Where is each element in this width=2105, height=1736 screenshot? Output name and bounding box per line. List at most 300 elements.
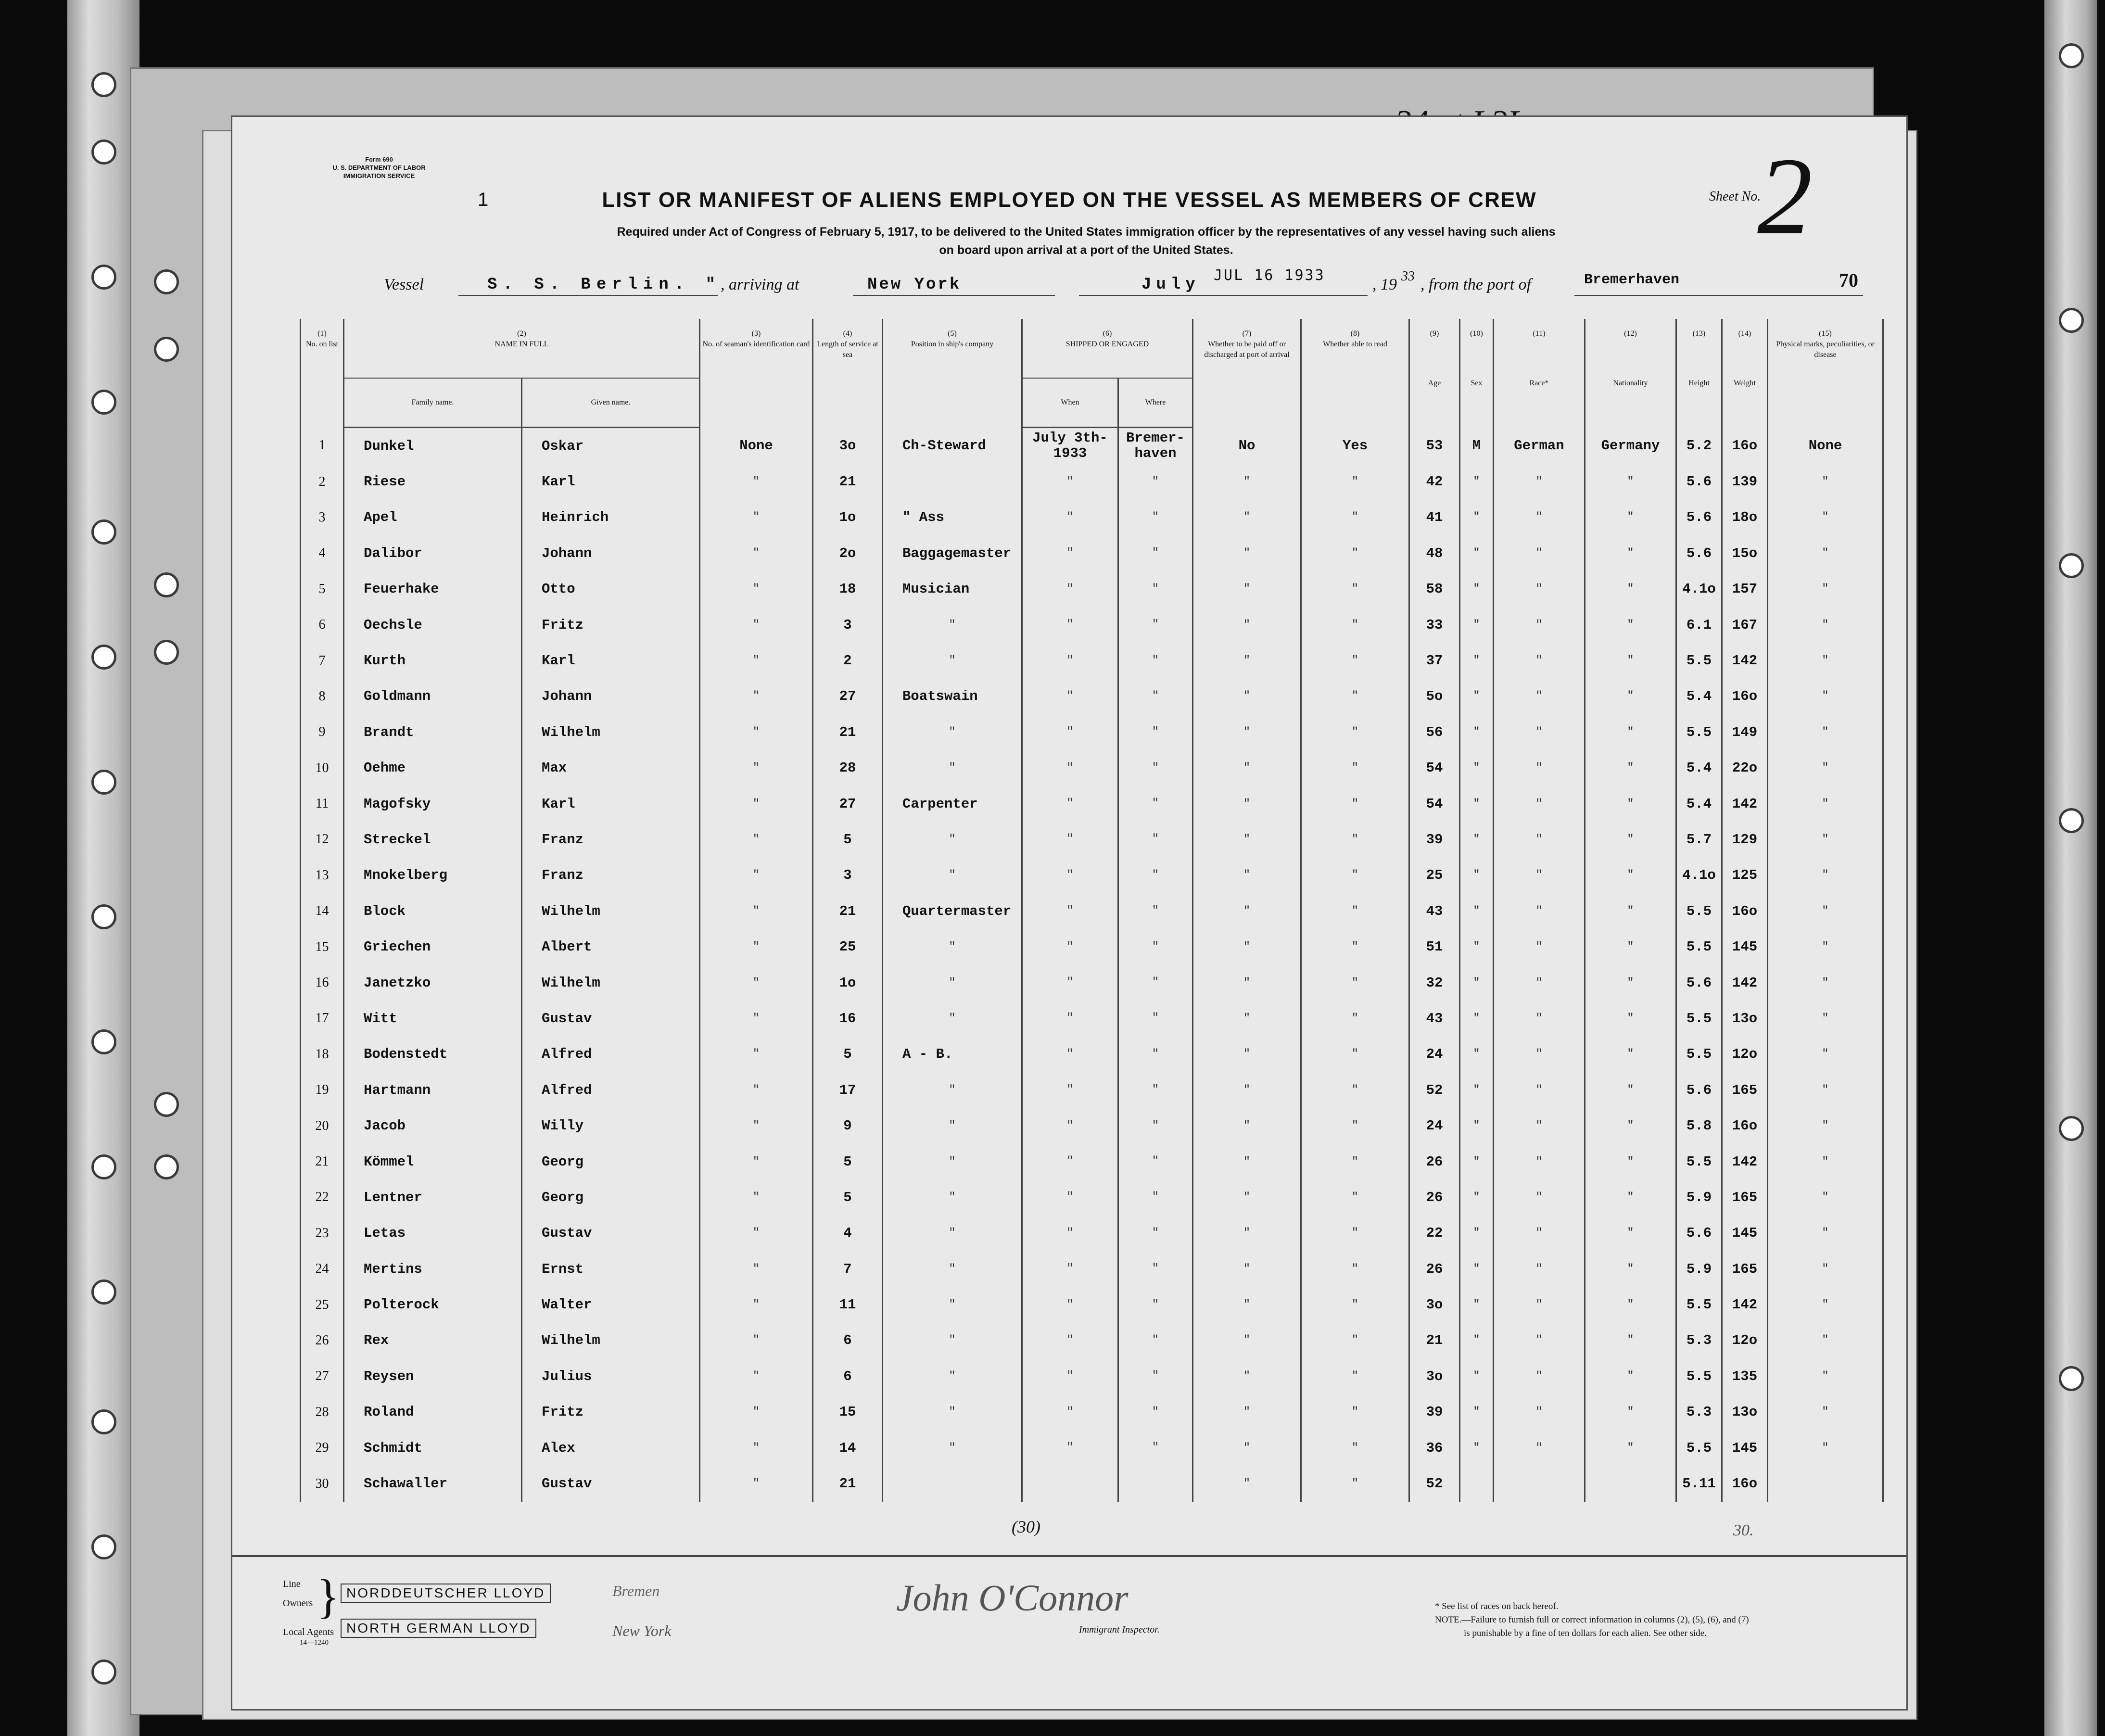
- nationality-cell: ": [1585, 714, 1676, 750]
- able-to-read-cell: ": [1301, 1144, 1409, 1179]
- physical-marks-cell: ": [1768, 1037, 1883, 1072]
- table-row: [301, 1323, 1883, 1358]
- age-cell: 56: [1409, 714, 1460, 750]
- table-row: [301, 1216, 1883, 1251]
- able-to-read-cell: ": [1301, 1072, 1409, 1108]
- seaman-card-cell: ": [700, 1001, 813, 1036]
- header-family-name: Family name.: [344, 378, 522, 428]
- family-name-cell: Oehme: [344, 750, 522, 786]
- able-to-read-cell: ": [1301, 1287, 1409, 1322]
- punch-hole: [91, 265, 116, 290]
- length-of-service-cell: 17: [813, 1072, 883, 1108]
- able-to-read-cell: ": [1301, 643, 1409, 678]
- table-row: [301, 750, 1883, 786]
- shipped-when-cell: ": [1022, 858, 1118, 893]
- given-name-cell: Max: [522, 750, 700, 786]
- nationality-cell: ": [1585, 858, 1676, 893]
- nationality-cell: ": [1585, 1179, 1676, 1215]
- physical-marks-cell: ": [1768, 571, 1883, 607]
- weight-cell: 12o: [1722, 1037, 1768, 1072]
- column-number: (10): [1460, 319, 1494, 339]
- header-weight: Weight: [1722, 339, 1768, 428]
- weight-cell: 16o: [1722, 428, 1768, 464]
- height-cell: 5.3: [1676, 1323, 1722, 1358]
- able-to-read-cell: ": [1301, 1394, 1409, 1430]
- paid-off-cell: ": [1193, 1430, 1301, 1466]
- able-to-read-cell: ": [1301, 822, 1409, 857]
- punch-hole: [2059, 808, 2084, 833]
- shipped-when-cell: ": [1022, 607, 1118, 643]
- given-name-cell: Willy: [522, 1108, 700, 1143]
- header-no-on-list: No. on list: [301, 339, 344, 428]
- nationality-cell: ": [1585, 1037, 1676, 1072]
- table-row: [301, 893, 1883, 929]
- sex-cell: ": [1460, 643, 1494, 678]
- column-number-row: [301, 319, 1883, 339]
- able-to-read-cell: ": [1301, 1216, 1409, 1251]
- row-number-cell: 9: [301, 714, 344, 750]
- sex-cell: ": [1460, 1287, 1494, 1322]
- physical-marks-cell: ": [1768, 1323, 1883, 1358]
- length-of-service-cell: 27: [813, 786, 883, 822]
- table-row: [301, 607, 1883, 643]
- race-cell: ": [1494, 1216, 1585, 1251]
- physical-marks-cell: ": [1768, 500, 1883, 535]
- header-position: Position in ship's company: [883, 339, 1022, 428]
- shipped-where-cell: ": [1118, 1394, 1193, 1430]
- paid-off-cell: ": [1193, 1358, 1301, 1394]
- length-of-service-cell: 3: [813, 607, 883, 643]
- race-cell: ": [1494, 607, 1585, 643]
- column-number: (1): [301, 319, 344, 339]
- shipped-where-cell: ": [1118, 1358, 1193, 1394]
- row-number-cell: 15: [301, 929, 344, 964]
- physical-marks-cell: ": [1768, 1430, 1883, 1466]
- given-name-cell: Wilhelm: [522, 714, 700, 750]
- length-of-service-cell: 3: [813, 858, 883, 893]
- height-cell: 5.6: [1676, 1216, 1722, 1251]
- physical-marks-cell: None: [1768, 428, 1883, 464]
- table-row: [301, 1430, 1883, 1466]
- weight-cell: 142: [1722, 1144, 1768, 1179]
- sex-cell: ": [1460, 786, 1494, 822]
- age-cell: 24: [1409, 1037, 1460, 1072]
- column-number: (14): [1722, 319, 1768, 339]
- age-cell: 41: [1409, 500, 1460, 535]
- shipped-where-cell: ": [1118, 643, 1193, 678]
- form-identification: [300, 155, 458, 180]
- age-cell: 3o: [1409, 1358, 1460, 1394]
- table-row: [301, 500, 1883, 535]
- row-number-cell: 13: [301, 858, 344, 893]
- shipped-when-cell: ": [1022, 1287, 1118, 1322]
- shipped-where-cell: ": [1118, 571, 1193, 607]
- nationality-cell: ": [1585, 571, 1676, 607]
- shipped-when-cell: ": [1022, 786, 1118, 822]
- race-cell: ": [1494, 929, 1585, 964]
- punch-hole: [91, 1154, 116, 1179]
- shipped-when-cell: ": [1022, 571, 1118, 607]
- physical-marks-cell: ": [1768, 1179, 1883, 1215]
- shipped-where-cell: ": [1118, 822, 1193, 857]
- weight-cell: 142: [1722, 965, 1768, 1001]
- nationality-cell: ": [1585, 1358, 1676, 1394]
- sheet-number: 2: [1757, 135, 1813, 257]
- nationality-cell: ": [1585, 1394, 1676, 1430]
- subtitle-line-2: on board upon arrival at a port of the United States.: [939, 243, 1233, 257]
- age-cell: 58: [1409, 571, 1460, 607]
- row-number-cell: 16: [301, 965, 344, 1001]
- arriving-label: , arriving at: [721, 276, 799, 293]
- height-cell: 5.5: [1676, 1001, 1722, 1036]
- shipped-when-cell: ": [1022, 464, 1118, 499]
- nationality-cell: ": [1585, 679, 1676, 714]
- weight-cell: 13o: [1722, 1001, 1768, 1036]
- sex-cell: ": [1460, 1072, 1494, 1108]
- column-number: (12): [1585, 319, 1676, 339]
- weight-cell: 167: [1722, 607, 1768, 643]
- length-of-service-cell: 9: [813, 1108, 883, 1143]
- paid-off-cell: No: [1193, 428, 1301, 464]
- seaman-card-cell: ": [700, 1108, 813, 1143]
- height-cell: 5.11: [1676, 1466, 1722, 1501]
- position-cell: ": [883, 714, 1022, 750]
- weight-cell: 139: [1722, 464, 1768, 499]
- race-cell: ": [1494, 965, 1585, 1001]
- sex-cell: ": [1460, 607, 1494, 643]
- nationality-cell: ": [1585, 1072, 1676, 1108]
- position-cell: [883, 1466, 1022, 1501]
- seaman-card-cell: ": [700, 1251, 813, 1287]
- arriving-port: New York: [867, 276, 962, 294]
- position-cell: " Ass: [883, 500, 1022, 535]
- seaman-card-cell: ": [700, 965, 813, 1001]
- underline: [853, 295, 1055, 296]
- row-number-cell: 3: [301, 500, 344, 535]
- punch-hole: [91, 390, 116, 415]
- race-cell: ": [1494, 750, 1585, 786]
- row-number-cell: 19: [301, 1072, 344, 1108]
- length-of-service-cell: 25: [813, 929, 883, 964]
- owners-brace: }: [317, 1570, 340, 1623]
- weight-cell: 142: [1722, 786, 1768, 822]
- position-cell: ": [883, 1072, 1022, 1108]
- seaman-card-cell: ": [700, 1394, 813, 1430]
- position-cell: ": [883, 1251, 1022, 1287]
- column-number: (13): [1676, 319, 1722, 339]
- able-to-read-cell: ": [1301, 1466, 1409, 1501]
- length-of-service-cell: 3o: [813, 428, 883, 464]
- race-cell: ": [1494, 822, 1585, 857]
- weight-cell: 16o: [1722, 893, 1768, 929]
- height-cell: 5.5: [1676, 1358, 1722, 1394]
- able-to-read-cell: ": [1301, 858, 1409, 893]
- shipped-when-cell: ": [1022, 1323, 1118, 1358]
- year-suffix: 33: [1401, 269, 1415, 284]
- row-number-cell: 14: [301, 893, 344, 929]
- nationality-cell: ": [1585, 535, 1676, 571]
- family-name-cell: Mnokelberg: [344, 858, 522, 893]
- physical-marks-cell: ": [1768, 1358, 1883, 1394]
- underline: [458, 295, 718, 296]
- column-number: (5): [883, 319, 1022, 339]
- able-to-read-cell: ": [1301, 714, 1409, 750]
- row-number-cell: 30: [301, 1466, 344, 1501]
- family-name-cell: Rex: [344, 1323, 522, 1358]
- seaman-card-cell: ": [700, 607, 813, 643]
- row-number-cell: 21: [301, 1144, 344, 1179]
- shipped-when-cell: ": [1022, 643, 1118, 678]
- header-where: Where: [1118, 378, 1193, 428]
- able-to-read-cell: ": [1301, 535, 1409, 571]
- able-to-read-cell: ": [1301, 1323, 1409, 1358]
- nationality-cell: ": [1585, 1001, 1676, 1036]
- header-sex: Sex: [1460, 339, 1494, 428]
- family-name-cell: Lentner: [344, 1179, 522, 1215]
- position-cell: ": [883, 822, 1022, 857]
- margin-note: 30.: [1733, 1521, 1754, 1539]
- sex-cell: ": [1460, 965, 1494, 1001]
- paid-off-cell: ": [1193, 929, 1301, 964]
- row-number-cell: 20: [301, 1108, 344, 1143]
- shipped-where-cell: Bremer-haven: [1118, 428, 1193, 464]
- seaman-card-cell: ": [700, 679, 813, 714]
- race-cell: ": [1494, 535, 1585, 571]
- weight-cell: 157: [1722, 571, 1768, 607]
- age-cell: 26: [1409, 1251, 1460, 1287]
- shipped-where-cell: ": [1118, 607, 1193, 643]
- age-cell: 52: [1409, 1072, 1460, 1108]
- able-to-read-cell: ": [1301, 571, 1409, 607]
- height-cell: 5.7: [1676, 822, 1722, 857]
- given-name-cell: Alfred: [522, 1072, 700, 1108]
- nationality-cell: ": [1585, 786, 1676, 822]
- sex-cell: ": [1460, 571, 1494, 607]
- age-cell: 48: [1409, 535, 1460, 571]
- punch-hole: [154, 1154, 179, 1179]
- header-race: Race*: [1494, 339, 1585, 428]
- shipped-when-cell: July 3th-1933: [1022, 428, 1118, 464]
- punch-hole: [2059, 1366, 2084, 1391]
- age-cell: 43: [1409, 893, 1460, 929]
- family-name-cell: Kömmel: [344, 1144, 522, 1179]
- height-cell: 5.6: [1676, 464, 1722, 499]
- column-number: (11): [1494, 319, 1585, 339]
- seaman-card-cell: ": [700, 464, 813, 499]
- able-to-read-cell: ": [1301, 1037, 1409, 1072]
- line-owner-city: Bremen: [612, 1582, 660, 1599]
- table-row: [301, 464, 1883, 499]
- length-of-service-cell: 6: [813, 1358, 883, 1394]
- physical-marks-cell: ": [1768, 929, 1883, 964]
- paid-off-cell: ": [1193, 1287, 1301, 1322]
- given-name-cell: Julius: [522, 1358, 700, 1394]
- underline: [1574, 295, 1863, 296]
- weight-cell: 149: [1722, 714, 1768, 750]
- owners-label: Owners: [283, 1598, 313, 1609]
- length-of-service-cell: 14: [813, 1430, 883, 1466]
- position-cell: A - B.: [883, 1037, 1022, 1072]
- age-cell: 36: [1409, 1430, 1460, 1466]
- paid-off-cell: ": [1193, 1144, 1301, 1179]
- left-margin-mark: 1: [478, 189, 489, 210]
- header-nationality: Nationality: [1585, 339, 1676, 428]
- age-cell: 24: [1409, 1108, 1460, 1143]
- age-cell: 54: [1409, 786, 1460, 822]
- family-name-cell: Kurth: [344, 643, 522, 678]
- weight-cell: 145: [1722, 929, 1768, 964]
- family-name-cell: Schmidt: [344, 1430, 522, 1466]
- height-cell: 5.5: [1676, 714, 1722, 750]
- row-number-cell: 2: [301, 464, 344, 499]
- weight-cell: 165: [1722, 1179, 1768, 1215]
- race-cell: ": [1494, 679, 1585, 714]
- paid-off-cell: ": [1193, 535, 1301, 571]
- height-cell: 5.5: [1676, 1287, 1722, 1322]
- from-port: Bremerhaven: [1584, 272, 1680, 288]
- header-name-in-full: NAME IN FULL: [344, 339, 700, 378]
- age-cell: 43: [1409, 1001, 1460, 1036]
- nationality-cell: ": [1585, 464, 1676, 499]
- nationality-cell: ": [1585, 500, 1676, 535]
- paid-off-cell: ": [1193, 643, 1301, 678]
- underline: [1079, 295, 1368, 296]
- weight-cell: 142: [1722, 643, 1768, 678]
- punch-hole: [91, 520, 116, 545]
- seaman-card-cell: ": [700, 822, 813, 857]
- header-length-service: Length of service at sea: [813, 339, 883, 428]
- row-number-cell: 10: [301, 750, 344, 786]
- physical-marks-cell: ": [1768, 1216, 1883, 1251]
- family-name-cell: Magofsky: [344, 786, 522, 822]
- able-to-read-cell: ": [1301, 786, 1409, 822]
- position-cell: ": [883, 1287, 1022, 1322]
- seaman-card-cell: ": [700, 1323, 813, 1358]
- row-number-cell: 28: [301, 1394, 344, 1430]
- able-to-read-cell: ": [1301, 607, 1409, 643]
- table-row: [301, 643, 1883, 678]
- shipped-where-cell: ": [1118, 714, 1193, 750]
- age-cell: 26: [1409, 1144, 1460, 1179]
- seaman-card-cell: ": [700, 1144, 813, 1179]
- nationality-cell: ": [1585, 1430, 1676, 1466]
- physical-marks-cell: ": [1768, 607, 1883, 643]
- sex-cell: ": [1460, 1108, 1494, 1143]
- family-name-cell: Letas: [344, 1216, 522, 1251]
- seaman-card-cell: ": [700, 1216, 813, 1251]
- able-to-read-cell: ": [1301, 965, 1409, 1001]
- race-cell: ": [1494, 1072, 1585, 1108]
- table-row: [301, 1287, 1883, 1322]
- race-cell: ": [1494, 1001, 1585, 1036]
- table-row: [301, 1072, 1883, 1108]
- height-cell: 5.3: [1676, 1394, 1722, 1430]
- length-of-service-cell: 16: [813, 1001, 883, 1036]
- family-name-cell: Dunkel: [344, 428, 522, 464]
- sex-cell: ": [1460, 679, 1494, 714]
- seaman-card-cell: ": [700, 1072, 813, 1108]
- weight-cell: 16o: [1722, 1108, 1768, 1143]
- seaman-card-cell: ": [700, 1287, 813, 1322]
- sex-cell: ": [1460, 893, 1494, 929]
- position-cell: ": [883, 607, 1022, 643]
- height-cell: 5.9: [1676, 1251, 1722, 1287]
- age-cell: 21: [1409, 1323, 1460, 1358]
- table-row: [301, 1037, 1883, 1072]
- able-to-read-cell: ": [1301, 1358, 1409, 1394]
- manifest-table: [300, 319, 1884, 1502]
- header-physical-marks: Physical marks, peculiarities, or disease: [1768, 339, 1883, 428]
- family-name-cell: Block: [344, 893, 522, 929]
- given-name-cell: Karl: [522, 464, 700, 499]
- able-to-read-cell: ": [1301, 679, 1409, 714]
- race-cell: ": [1494, 1323, 1585, 1358]
- seaman-card-cell: ": [700, 571, 813, 607]
- nationality-cell: ": [1585, 822, 1676, 857]
- shipped-where-cell: ": [1118, 1144, 1193, 1179]
- row-number-cell: 26: [301, 1323, 344, 1358]
- family-name-cell: Brandt: [344, 714, 522, 750]
- local-agent-city: New York: [612, 1622, 672, 1639]
- race-note: * See list of races on back hereof.: [1435, 1601, 1559, 1611]
- punch-hole: [2059, 553, 2084, 578]
- sex-cell: ": [1460, 1216, 1494, 1251]
- punch-hole: [91, 139, 116, 165]
- seaman-card-cell: ": [700, 858, 813, 893]
- length-of-service-cell: 18: [813, 571, 883, 607]
- seaman-card-cell: ": [700, 786, 813, 822]
- race-cell: ": [1494, 1179, 1585, 1215]
- physical-marks-cell: [1768, 1466, 1883, 1501]
- paid-off-cell: ": [1193, 858, 1301, 893]
- subtitle-line-1: Required under Act of Congress of February 5, 1917, to be delivered to the United States immigration officer by the representatives of any vessel having such aliens: [617, 225, 1556, 239]
- nationality-cell: ": [1585, 750, 1676, 786]
- length-of-service-cell: 4: [813, 1216, 883, 1251]
- punch-hole: [154, 572, 179, 597]
- paid-off-cell: ": [1193, 1251, 1301, 1287]
- family-name-cell: Riese: [344, 464, 522, 499]
- shipped-where-cell: ": [1118, 1323, 1193, 1358]
- paid-off-cell: ": [1193, 750, 1301, 786]
- age-cell: 42: [1409, 464, 1460, 499]
- height-cell: 5.5: [1676, 643, 1722, 678]
- row-number-cell: 12: [301, 822, 344, 857]
- nationality-cell: ": [1585, 1144, 1676, 1179]
- header-paid-off: Whether to be paid off or discharged at port of arrival: [1193, 339, 1301, 428]
- sex-cell: ": [1460, 500, 1494, 535]
- shipped-where-cell: ": [1118, 1216, 1193, 1251]
- position-cell: ": [883, 965, 1022, 1001]
- weight-cell: 16o: [1722, 679, 1768, 714]
- position-cell: ": [883, 929, 1022, 964]
- height-cell: 5.5: [1676, 1430, 1722, 1466]
- length-of-service-cell: 21: [813, 893, 883, 929]
- race-cell: ": [1494, 714, 1585, 750]
- table-row: [301, 1108, 1883, 1143]
- height-cell: 5.5: [1676, 1144, 1722, 1179]
- family-name-cell: Griechen: [344, 929, 522, 964]
- paid-off-cell: ": [1193, 1216, 1301, 1251]
- position-cell: ": [883, 643, 1022, 678]
- family-name-cell: Witt: [344, 1001, 522, 1036]
- given-name-cell: Heinrich: [522, 500, 700, 535]
- race-cell: ": [1494, 1287, 1585, 1322]
- table-row: [301, 428, 1883, 464]
- row-number-cell: 17: [301, 1001, 344, 1036]
- height-cell: 4.1o: [1676, 858, 1722, 893]
- able-to-read-cell: ": [1301, 464, 1409, 499]
- punch-hole: [91, 1409, 116, 1434]
